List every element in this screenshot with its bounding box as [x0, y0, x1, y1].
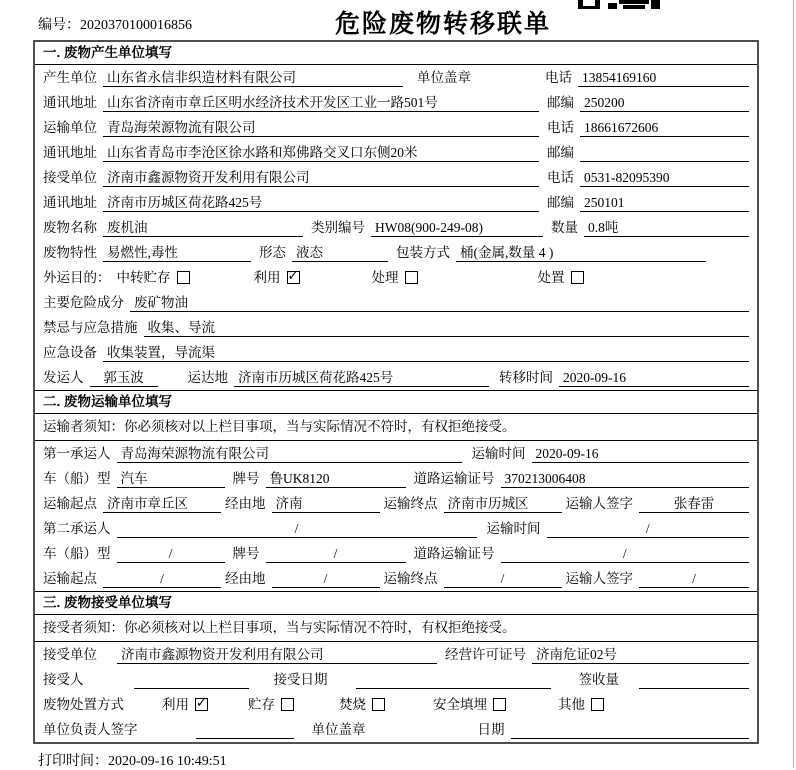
- carrier2-label: 第二承运人: [43, 521, 111, 536]
- receive-amount-label: 签收量: [578, 672, 619, 687]
- print-time-value: 2020-09-16 10:49:51: [108, 754, 227, 769]
- disposal-option-label: 贮存: [248, 697, 275, 712]
- equipment-label: 应急设备: [43, 345, 97, 360]
- receive-phone-value: 0531-82095390: [580, 169, 749, 187]
- address-label: 通讯地址: [43, 95, 97, 110]
- produce-zip-value: 250200: [580, 94, 749, 112]
- checkbox-dispose: [571, 271, 584, 284]
- form-label: 形态: [259, 245, 286, 260]
- character-value: 易燃性,毒性: [103, 244, 251, 262]
- transport-time-label: 运输时间: [486, 521, 541, 536]
- page-edge-line: [793, 0, 794, 768]
- row-transporter-notice: [35, 414, 757, 441]
- row-shipper: [35, 365, 757, 390]
- receive-unit-confirm-value: 济南市鑫源物资开发利用有限公司: [117, 646, 437, 664]
- waste-name-value: 废机油: [103, 219, 303, 237]
- row-transport-address: [35, 140, 757, 165]
- section1-header: 一. 废物产生单位填写: [35, 42, 757, 65]
- row-waste-name: [35, 215, 757, 240]
- page-header: [0, 0, 796, 40]
- qr-block: [595, 0, 600, 9]
- doc-number: [38, 14, 192, 34]
- sign-date-label: 日期: [477, 722, 505, 737]
- vehicle-type-label: 车（船）型: [43, 471, 111, 486]
- vehicle-type-label: 车（船）型: [43, 546, 111, 561]
- quantity-value: 0.8吨: [584, 219, 749, 237]
- row-route2: [35, 566, 757, 591]
- carrier2-value: /: [117, 520, 477, 538]
- purpose-option-label: 处置: [537, 270, 565, 285]
- checkbox-disposal-landfill: [493, 698, 506, 711]
- character-label: 废物特性: [43, 245, 97, 260]
- leader-sign-value: [196, 721, 294, 739]
- row-vehicle2: [35, 541, 757, 566]
- transport-unit-value: 青岛海荣源物流有限公司: [103, 119, 539, 137]
- receiver-notice-text: 接受者须知：你必须核对以上栏目事项，当与实际情况不符时，有权拒绝接受。: [43, 620, 516, 635]
- checkbox-disposal-incinerate: [372, 698, 385, 711]
- road-permit1-value: 370213006408: [501, 470, 750, 488]
- doc-number-label: 编号：: [38, 18, 80, 33]
- row-receive-unit: [35, 165, 757, 190]
- qr-code-fragment: [578, 0, 662, 9]
- receive-zip-value: 250101: [580, 194, 749, 212]
- transport-time-label: 运输时间: [471, 446, 526, 461]
- license-label: 经营许可证号: [445, 647, 526, 662]
- row-leader-signature: [35, 717, 757, 742]
- vehicle-type1-value: 汽车: [117, 470, 225, 488]
- transport-zip-value: [580, 144, 749, 162]
- road-permit-label: 道路运输证号: [413, 546, 495, 561]
- receive-date-label: 接受日期: [273, 672, 328, 687]
- row-receiver: [35, 667, 757, 692]
- road-permit-label: 道路运输证号: [413, 471, 495, 486]
- row-hazard-component: [35, 290, 757, 315]
- checkbox-treat: [405, 271, 418, 284]
- route-via-label: 经由地: [225, 496, 266, 511]
- row-carrier2: [35, 516, 757, 541]
- zip-label: 邮编: [547, 195, 574, 210]
- leader-sign-label: 单位负责人签字: [43, 722, 138, 737]
- sign-date-value: [511, 721, 750, 739]
- quantity-label: 数量: [551, 220, 578, 235]
- route-start-label: 运输起点: [43, 496, 97, 511]
- plate-label: 牌号: [232, 546, 260, 561]
- receive-amount-value: [639, 671, 749, 689]
- page-title: 危险废物转移联单: [334, 10, 552, 38]
- license-value: 济南危证02号: [532, 646, 749, 664]
- print-time: [38, 750, 796, 770]
- disposal-option-label: 利用: [162, 697, 189, 712]
- transporter-notice-text: 运输者须知：你必须核对以上栏目事项，当与实际情况不符时，有权拒绝接受。: [43, 419, 516, 434]
- zip-label: 邮编: [547, 95, 574, 110]
- route-start1-value: 济南市章丘区: [103, 495, 221, 513]
- receiver-value: [134, 671, 249, 689]
- receive-unit-label: 接受单位: [43, 647, 97, 662]
- row-taboo-measures: [35, 315, 757, 340]
- transport-time2-value: /: [547, 520, 750, 538]
- receiver-label: 接受人: [43, 672, 84, 687]
- checkbox-disposal-storage: [281, 698, 294, 711]
- row-produce-unit: [35, 65, 757, 90]
- category-label: 类别编号: [311, 220, 365, 235]
- row-emergency-equipment: [35, 340, 757, 365]
- qr-block: [608, 3, 617, 9]
- row-transport-unit: [35, 115, 757, 140]
- print-time-label: 打印时间：: [38, 754, 108, 769]
- qr-block: [619, 0, 649, 4]
- produce-address-value: 山东省济南市章丘区明水经济技术开发区工业一路501号: [103, 94, 539, 112]
- address-label: 通讯地址: [43, 145, 97, 160]
- phone-label: 电话: [547, 170, 574, 185]
- plate1-value: 鲁UK8120: [266, 470, 406, 488]
- row-receiver-notice: [35, 615, 757, 642]
- unit-seal-label: 单位盖章: [417, 70, 471, 85]
- qr-block: [623, 5, 645, 9]
- row-disposal-method: [35, 692, 757, 717]
- route-via1-value: 济南: [272, 495, 380, 513]
- checkbox-utilize: [287, 271, 300, 284]
- equipment-value: 收集装置，导流渠: [103, 344, 749, 362]
- destination-label: 运达地: [187, 370, 228, 385]
- package-label: 包装方式: [396, 245, 450, 260]
- receive-unit-label: 接受单位: [43, 170, 97, 185]
- purpose-label: 外运目的：: [43, 270, 111, 285]
- transporter-sign-label: 运输人签字: [565, 571, 633, 586]
- doc-number-value: 2020370100016856: [80, 18, 192, 33]
- disposal-option-label: 安全填埋: [433, 697, 487, 712]
- purpose-option-label: 处理: [371, 270, 399, 285]
- row-receive-address: [35, 190, 757, 215]
- road-permit2-value: /: [501, 545, 750, 563]
- row-route1: [35, 491, 757, 516]
- purpose-option-label: 中转贮存: [116, 270, 171, 285]
- qr-block: [651, 0, 660, 9]
- destination-value: 济南市历城区荷花路425号: [234, 369, 489, 387]
- phone-label: 电话: [547, 120, 574, 135]
- receive-unit-value: 济南市鑫源物资开发利用有限公司: [103, 169, 539, 187]
- carrier1-label: 第一承运人: [43, 446, 111, 461]
- route-end-label: 运输终点: [383, 571, 438, 586]
- vehicle-type2-value: /: [117, 545, 225, 563]
- route-end2-value: /: [444, 570, 562, 588]
- row-waste-character: [35, 240, 757, 265]
- transporter-sign2-value: /: [639, 570, 749, 588]
- disposal-option-label: 其他: [558, 697, 585, 712]
- phone-label: 电话: [545, 70, 572, 85]
- transport-phone-value: 18661672606: [580, 119, 749, 137]
- row-purpose: [35, 265, 757, 290]
- row-carrier1: [35, 441, 757, 466]
- carrier1-value: 青岛海荣源物流有限公司: [117, 445, 462, 463]
- produce-unit-value: 山东省永信非织造材料有限公司: [103, 69, 403, 87]
- shipper-value: 郭玉波: [90, 369, 158, 387]
- purpose-option-label: 利用: [253, 270, 281, 285]
- disposal-label: 废物处置方式: [43, 697, 124, 712]
- manifest-table: [33, 40, 759, 744]
- section3-header: 三. 废物接受单位填写: [35, 591, 757, 615]
- transport-unit-label: 运输单位: [43, 120, 97, 135]
- route-via-label: 经由地: [225, 571, 266, 586]
- section2-header: 二. 废物运输单位填写: [35, 390, 757, 414]
- transporter-sign1-value: 张春雷: [639, 495, 749, 513]
- transport-time1-value: 2020-09-16: [532, 445, 750, 463]
- row-receive-unit-confirm: [35, 642, 757, 667]
- receive-address-value: 济南市历城区荷花路425号: [103, 194, 539, 212]
- plate2-value: /: [266, 545, 406, 563]
- route-via2-value: /: [272, 570, 380, 588]
- unit-seal-label: 单位盖章: [311, 722, 366, 737]
- receive-date-value: [356, 671, 551, 689]
- row-vehicle1: [35, 466, 757, 491]
- waste-name-label: 废物名称: [43, 220, 97, 235]
- form-value: 液态: [292, 244, 388, 262]
- category-value: HW08(900-249-08): [371, 219, 543, 237]
- zip-label: 邮编: [547, 145, 574, 160]
- checkbox-transfer-storage: [177, 271, 190, 284]
- taboo-value: 收集、导流: [144, 319, 750, 337]
- shipper-label: 发运人: [43, 370, 84, 385]
- produce-phone-value: 13854169160: [578, 69, 749, 87]
- address-label: 通讯地址: [43, 195, 97, 210]
- hazard-label: 主要危险成分: [43, 295, 124, 310]
- package-value: 桶(金属,数量 4 ): [456, 244, 706, 262]
- checkbox-disposal-utilize: [195, 698, 208, 711]
- transfer-time-label: 转移时间: [499, 370, 553, 385]
- route-end-label: 运输终点: [383, 496, 438, 511]
- transporter-sign-label: 运输人签字: [565, 496, 633, 511]
- route-end1-value: 济南市历城区: [444, 495, 562, 513]
- produce-unit-label: 产生单位: [43, 70, 97, 85]
- checkbox-disposal-other: [591, 698, 604, 711]
- disposal-option-label: 焚烧: [339, 697, 366, 712]
- plate-label: 牌号: [232, 471, 260, 486]
- route-start-label: 运输起点: [43, 571, 97, 586]
- transport-address-value: 山东省青岛市李沧区徐水路和郑佛路交叉口东侧20米: [103, 144, 539, 162]
- taboo-label: 禁忌与应急措施: [43, 320, 138, 335]
- transfer-time-value: 2020-09-16: [559, 369, 749, 387]
- row-produce-address: [35, 90, 757, 115]
- route-start2-value: /: [103, 570, 221, 588]
- hazard-value: 废矿物油: [130, 294, 749, 312]
